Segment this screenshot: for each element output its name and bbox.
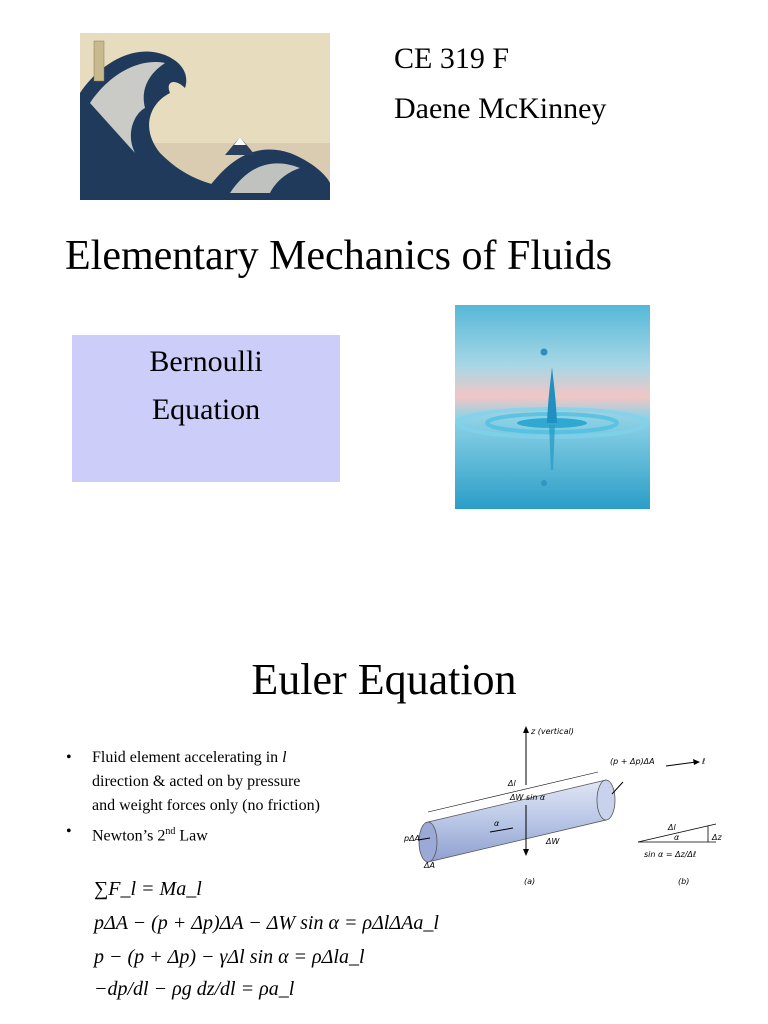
- bullet-fluid-element: [66, 746, 386, 818]
- bullet-2-sup: nd: [165, 826, 176, 837]
- weight-label: ΔW: [546, 837, 560, 846]
- equation-euler: −dp/dl − ρg dz/dl = ρa_l: [94, 978, 295, 1000]
- equation-force-balance: pΔA − (p + Δp)ΔA − ΔW sin α = ρΔlΔAa_l: [94, 912, 439, 934]
- equation-pressure-balance: p − (p + Δp) − γΔl sin α = ρΔla_l: [94, 946, 365, 968]
- bullet-1-line2: direction & acted on by pressure: [92, 773, 301, 790]
- fluid-element-diagram: [398, 720, 728, 890]
- topic-box: [72, 335, 340, 482]
- bullet-1-text: Fluid element accelerating in: [92, 749, 283, 766]
- water-drop-image: [455, 305, 650, 509]
- panel-b-label: (b): [678, 877, 690, 886]
- triangle-length-label: Δl: [668, 823, 676, 832]
- bullet-dot: •: [66, 749, 72, 766]
- topic-line-2: Equation: [151, 393, 261, 426]
- topic-line-1: Bernoulli: [149, 345, 263, 378]
- length-label: Δl: [508, 779, 516, 788]
- area-label: ΔA: [424, 861, 435, 870]
- euler-title: Euler Equation: [251, 655, 517, 704]
- left-force-label: pΔA: [404, 834, 421, 843]
- bullet-2-rest: Law: [175, 827, 208, 845]
- great-wave-image: [80, 33, 330, 200]
- sin-relation-label: sin α = Δz/Δℓ: [644, 850, 697, 859]
- triangle-angle-label: α: [674, 833, 680, 842]
- slide-title: Elementary Mechanics of Fluids: [65, 233, 613, 279]
- top-force-label: (p + Δp)ΔA: [610, 757, 655, 766]
- bullet-1-var: l: [282, 749, 287, 766]
- weight-component-label: ΔW sin α: [510, 793, 546, 802]
- angle-label: α: [494, 819, 500, 828]
- course-code: CE 319 F: [394, 42, 510, 75]
- z-axis-label: z (vertical): [531, 727, 574, 736]
- dz-label: Δz: [712, 833, 722, 842]
- panel-a-label: (a): [524, 877, 536, 886]
- l-axis-label: ℓ: [702, 757, 706, 766]
- bullet-1-line3: and weight forces only (no friction): [92, 797, 320, 814]
- equation-sum-forces: ∑F_l = Ma_l: [94, 878, 202, 900]
- author-name: Daene McKinney: [394, 92, 607, 125]
- bullet-dot: •: [66, 823, 72, 840]
- bullet-2-prefix: Newton’s 2: [92, 827, 166, 845]
- bullet-newtons-law: [66, 820, 386, 844]
